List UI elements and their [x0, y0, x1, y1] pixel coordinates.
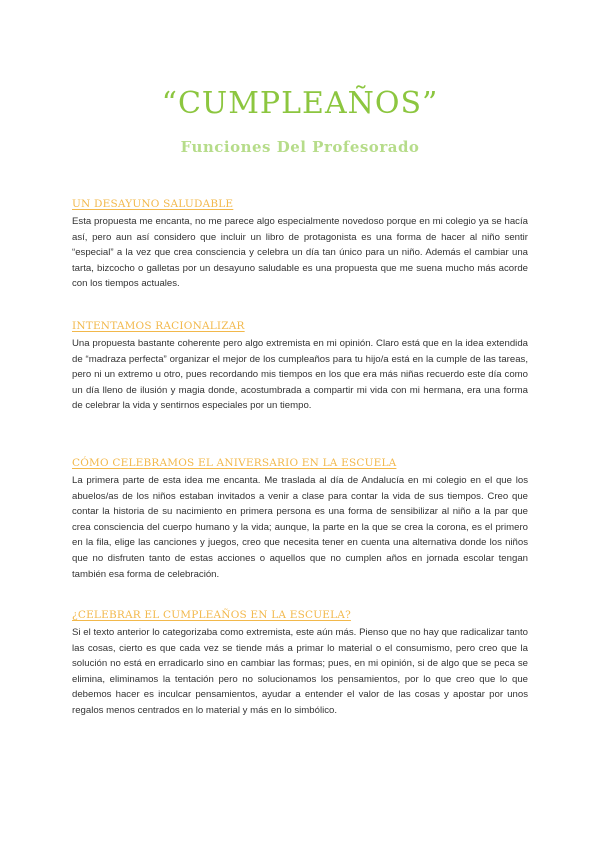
section-heading: UN DESAYUNO SALUDABLE [72, 198, 234, 210]
section-desayuno-saludable [72, 194, 528, 292]
section-paragraph: Si el texto anterior lo categorizaba como extremista, este aún más. Pienso que no hay que radicalizar tanto las cosas, cierto es que cada vez se tiende más a primar lo material o el consumismo, pero creo que la solución no está en erradicarlo sino en cambiar las formas; pues, en mi opinión, si de algo que se peca se elimina, eliminamos la tentación pero no solucionamos los pensamientos, por lo que creo que lo que debemos hacer es inculcar pensamientos, ayudar a entender el valor de las cosas y apostar por unos regalos menos centrados en lo material y más en lo simbólico. [72, 627, 528, 716]
section-celebrar-en-escuela [72, 605, 528, 719]
section-heading: INTENTAMOS RACIONALIZAR [72, 320, 245, 332]
page-subtitle: Funciones Del Profesorado [180, 138, 420, 156]
section-paragraph: La primera parte de esta idea me encanta. Me traslada al día de Andalucía en mi colegio en el que los abuelos/as de los niños estaban invitados a venir a clase para contar la vida de sus tiempos. Creo que contar la historia de su nacimiento en primera persona es una forma de sensibilizar al niño a la par que crea consciencia del cuerpo humano y la vida; aunque, la parte en la que se crea la corona, es el primero en la fila, elige las canciones y juegos, creo que necesita tener en cuenta una alternativa donde los niños que no disfruten tanto de estas acciones o aquellos que no cumplen años en jornada escolar tengan también esa forma de celebración. [72, 475, 528, 580]
section-heading: ¿CELEBRAR EL CUMPLEAÑOS EN LA ESCUELA? [72, 609, 351, 621]
page-title: “CUMPLEAÑOS” [161, 86, 439, 121]
section-heading: CÓMO CELEBRAMOS EL ANIVERSARIO EN LA ESCUELA [72, 457, 397, 469]
section-paragraph: Esta propuesta me encanta, no me parece algo especialmente novedoso porque en mi colegio ya se hacía así, pero aun así considero que incluir un libro de protagonista es una forma de hacer al niño sentir “especial” a la vez que crea consciencia y celebra un día tan único para un niño. Además el cambiar una tarta, bizcocho o galletas por un desayuno saludable es una propuesta que me suena mucho más acorde con los tiempos actuales. [72, 216, 528, 290]
section-aniversario-escuela [72, 453, 528, 582]
section-paragraph: Una propuesta bastante coherente pero algo extremista en mi opinión. Claro está que en la idea extendida de “madraza perfecta” organizar el mejor de los cumpleaños para tu hijo/a está en la cumple de las tareas, pero ni un extremo u otro, pues recordando mis tiempos en los que era más niñas recuerdo este día como un día lleno de ilusión y magia donde, acostumbrada a compartir mi vida con mi hermana, era una forma de celebrar la vida y sentirnos especiales por un tiempo. [72, 338, 528, 412]
section-intentamos-racionalizar [72, 316, 528, 414]
